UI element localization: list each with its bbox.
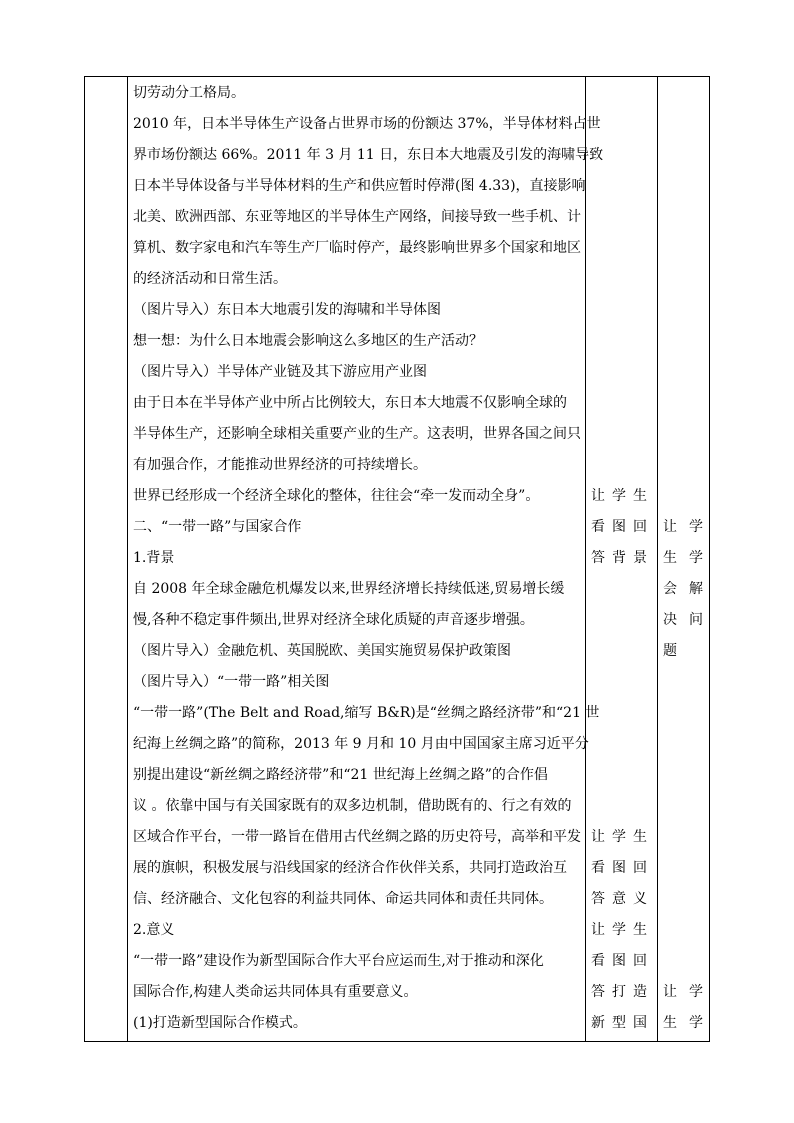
content-line: 世界已经形成一个经济全球化的整体，往往会“牵一发而动全身”。: [133, 488, 540, 504]
content-line: 算机、数字家电和汽车等生产厂临时停产，最终影响世界多个国家和地区: [133, 240, 581, 256]
note-line: 看图回: [591, 860, 654, 876]
content-line: 有加强合作，才能推动世界经济的可持续增长。: [133, 457, 427, 473]
column-divider: [127, 77, 128, 1041]
content-line: 的经济活动和日常生活。: [133, 271, 287, 287]
column-divider: [657, 77, 658, 1041]
note-line: 看图回: [591, 953, 654, 969]
content-line: “一带一路”(The Belt and Road,缩写 B&R)是“丝绸之路经济带”和“21 世: [133, 705, 600, 721]
note-line: 让学: [663, 519, 715, 535]
content-line: 议 。依靠中国与有关国家既有的双多边机制，借助既有的、行之有效的: [133, 798, 572, 814]
content-line: 慢,各种不稳定事件频出,世界对经济全球化质疑的声音逐步增强。: [133, 612, 534, 628]
note-line: 会解: [663, 581, 715, 597]
content-line: 1.背景: [133, 550, 175, 566]
content-line: 界市场份额达 66%。2011 年 3 月 11 日，东日本大地震及引发的海啸导致: [133, 147, 604, 163]
content-line: （图片导入）半导体产业链及其下游应用产业图: [133, 364, 427, 380]
column-divider: [585, 77, 586, 1041]
note-line: 生学: [663, 550, 715, 566]
content-line: 信、经济融合、文化包容的利益共同体、命运共同体和责任共同体。: [133, 891, 553, 907]
content-line: （图片导入）金融危机、英国脱欧、美国实施贸易保护政策图: [133, 643, 511, 659]
content-line: 自 2008 年全球金融危机爆发以来,世界经济增长持续低迷,贸易增长缓: [133, 581, 565, 597]
lesson-table: [84, 76, 715, 1042]
content-line: 半导体生产，还影响全球相关重要产业的生产。这表明，世界各国之间只: [133, 426, 581, 442]
note-line: 让学生: [591, 488, 654, 504]
content-line: “一带一路”建设作为新型国际合作大平台应运而生,对于推动和深化: [133, 953, 544, 969]
content-line: （图片导入）“一带一路”相关图: [133, 674, 330, 690]
content-line: 展的旗帜，积极发展与沿线国家的经济合作伙伴关系，共同打造政治互: [133, 860, 567, 876]
content-line: 二、“一带一路”与国家合作: [133, 519, 302, 535]
content-line: 区域合作平台，一带一路旨在借用古代丝绸之路的历史符号，高举和平发: [133, 829, 581, 845]
note-line: 答打造: [591, 984, 654, 1000]
content-line: 2010 年，日本半导体生产设备占世界市场的份额达 37%，半导体材料占世: [133, 116, 601, 132]
note-line: 让学生: [591, 922, 654, 938]
content-line: 由于日本在半导体产业中所占比例较大，东日本大地震不仅影响全球的: [133, 395, 567, 411]
content-line: （图片导入）东日本大地震引发的海啸和半导体图: [133, 302, 441, 318]
content-line: 想一想：为什么日本地震会影响这么多地区的生产活动？: [133, 333, 483, 349]
note-line: 让学生: [591, 829, 654, 845]
note-line: 生学: [663, 1015, 715, 1031]
content-line: 2.意义: [133, 922, 175, 938]
note-line: 看图回: [591, 519, 654, 535]
note-line: 新型国: [591, 1015, 654, 1031]
note-line: 决问: [663, 612, 715, 628]
content-line: 日本半导体设备与半导体材料的生产和供应暂时停滞(图 4.33)，直接影响: [133, 178, 586, 194]
content-line: 北美、欧洲西部、东亚等地区的半导体生产网络，间接导致一些手机、计: [133, 209, 581, 225]
content-line: 切劳动分工格局。: [133, 85, 245, 101]
content-line: 纪海上丝绸之路”的简称，2013 年 9 月和 10 月由中国国家主席习近平分: [133, 736, 589, 752]
note-line: 让学: [663, 984, 715, 1000]
content-line: (1)打造新型国际合作模式。: [133, 1015, 307, 1031]
note-line: 答背景: [591, 550, 654, 566]
note-line: 题: [663, 643, 689, 659]
content-line: 别提出建设“新丝绸之路经济带”和“21 世纪海上丝绸之路”的合作倡: [133, 767, 548, 783]
content-line: 国际合作,构建人类命运共同体具有重要意义。: [133, 984, 418, 1000]
note-line: 答意义: [591, 891, 654, 907]
